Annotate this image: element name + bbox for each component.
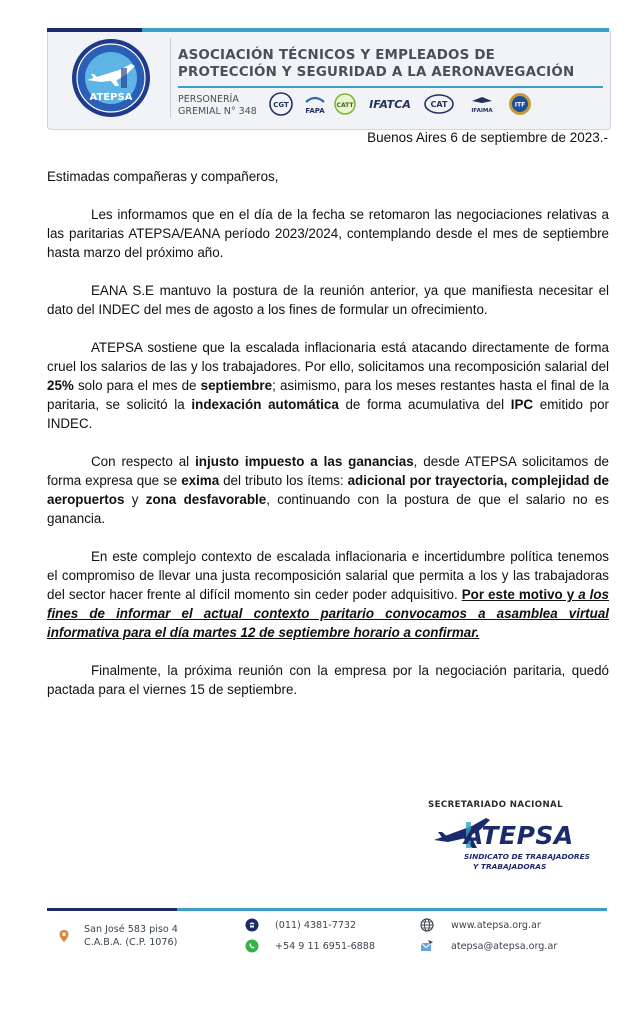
personeria-line-1: PERSONERÍA <box>178 94 239 105</box>
paragraph-negotiations: Les informamos que en el día de la fecha se retomaron las negociaciones relativas a las paritarias ATEPSA/EANA período 2023/2024, contemplando desde el mes de septiembre hasta marzo del próximo año. <box>47 207 609 260</box>
location-pin-icon <box>57 929 71 943</box>
email-icon <box>420 939 434 953</box>
ifaima-logo <box>466 92 498 116</box>
fapa-logo <box>302 92 328 116</box>
signature-subtitle-1: SINDICATO DE TRABAJADORES <box>464 852 590 861</box>
letterhead-rule <box>178 86 603 88</box>
paragraph-income-tax: Con respecto al injusto impuesto a las ganancias, desde ATEPSA solicitamos de forma expresa que se exima del tributo los ítems: adicional por trayectoria, complejidad de aeropuertos y zona desfavorable, continuando con la postura de que el salario no es ganancia. <box>47 454 610 526</box>
ifatca-logo: IFATCA <box>369 97 411 111</box>
affiliation-logos <box>268 92 603 118</box>
letterhead-top-stripe <box>47 28 609 36</box>
organization-name <box>178 47 598 81</box>
website-link[interactable]: www.atepsa.org.ar <box>451 920 541 931</box>
personeria-gremial <box>178 94 257 118</box>
signature-block <box>418 795 598 880</box>
address-line-1: San José 583 piso 4 <box>84 924 178 935</box>
letter-body <box>47 167 609 718</box>
org-name-line-2: PROTECCIÓN Y SEGURIDAD A LA AERONAVEGACIÓN <box>178 65 575 80</box>
catt-logo <box>334 92 356 116</box>
phone-icon <box>245 918 259 932</box>
salutation: Estimadas compañeras y compañeros, <box>47 169 279 184</box>
paragraph-salary-request: ATEPSA sostiene que la escalada inflacionaria está atacando directamente de forma cruel los salarios de las y los trabajadores. Por ello, solicitamos una recomposición salarial del 25% solo para el mes de septiembre; asimismo, para los meses restantes hasta el final de la paritaria, se solicitó la indexación automática de forma acumulativa del IPC emitido por INDEC. <box>47 340 610 431</box>
cgt-logo <box>268 92 294 116</box>
cgt-logo-text: CGT <box>273 101 289 109</box>
itf-logo <box>508 92 532 116</box>
signature-org-name: ATEPSA <box>464 821 574 850</box>
footer-rule <box>47 908 607 911</box>
cat-logo-text: CAT <box>430 100 448 109</box>
catt-logo-text: CATT <box>336 102 354 109</box>
fapa-logo-text: FAPA <box>305 107 325 115</box>
paragraph-eana-posture: EANA S.E mantuvo la postura de la reunión anterior, ya que manifiesta necesitar el dato del INDEC del mes de agosto a los fines de formular un ofrecimiento. <box>47 283 609 317</box>
signature-subtitle-2: Y TRABAJADORAS <box>473 862 547 871</box>
personeria-line-2: GREMIAL N° 348 <box>178 106 257 117</box>
seal-text: ATEPSA <box>89 92 133 103</box>
address-line-2: C.A.B.A. (C.P. 1076) <box>84 937 178 948</box>
assembly-notice-italic: a los fines de informar el actual contexto paritario convocamos a asamblea virtual informativa para el día martes 12 de septiembre horario a confirmar. <box>47 587 610 640</box>
phone-number[interactable]: (011) 4381-7732 <box>275 920 357 931</box>
cat-logo <box>424 92 454 116</box>
signature-title: SECRETARIADO NACIONAL <box>428 800 563 810</box>
globe-icon <box>420 918 434 932</box>
ifaima-logo-text: IFAIMA <box>471 108 493 114</box>
letterhead-divider <box>170 38 171 118</box>
org-name-line-1: ASOCIACIÓN TÉCNICOS Y EMPLEADOS DE <box>178 48 495 63</box>
paragraph-next-meeting: Finalmente, la próxima reunión con la empresa por la negociación paritaria, quedó pactada para el viernes 15 de septiembre. <box>47 663 609 697</box>
footer-address <box>84 923 178 949</box>
assembly-notice-bold: Por este motivo y <box>461 587 575 602</box>
email-address[interactable]: atepsa@atepsa.org.ar <box>451 941 558 952</box>
atepsa-seal-logo <box>57 36 165 120</box>
itf-logo-text: ITF <box>514 101 526 109</box>
letter-date: Buenos Aires 6 de septiembre de 2023.- <box>367 130 608 145</box>
paragraph-assembly-call: En este complejo contexto de escalada inflacionaria e incertidumbre política tenemos el compromiso de llevar una justa recomposición salarial que permita a los y las trabajadoras del sector hacer frente al difícil momento sin ceder poder adquisitivo. Por este motivo y a los fines de informar el actual contexto paritario convocamos a asamblea virtual informativa para el día martes 12 de septiembre horario a confirmar. <box>47 549 610 640</box>
whatsapp-icon <box>245 939 259 953</box>
whatsapp-number[interactable]: +54 9 11 6951-6888 <box>275 941 375 952</box>
